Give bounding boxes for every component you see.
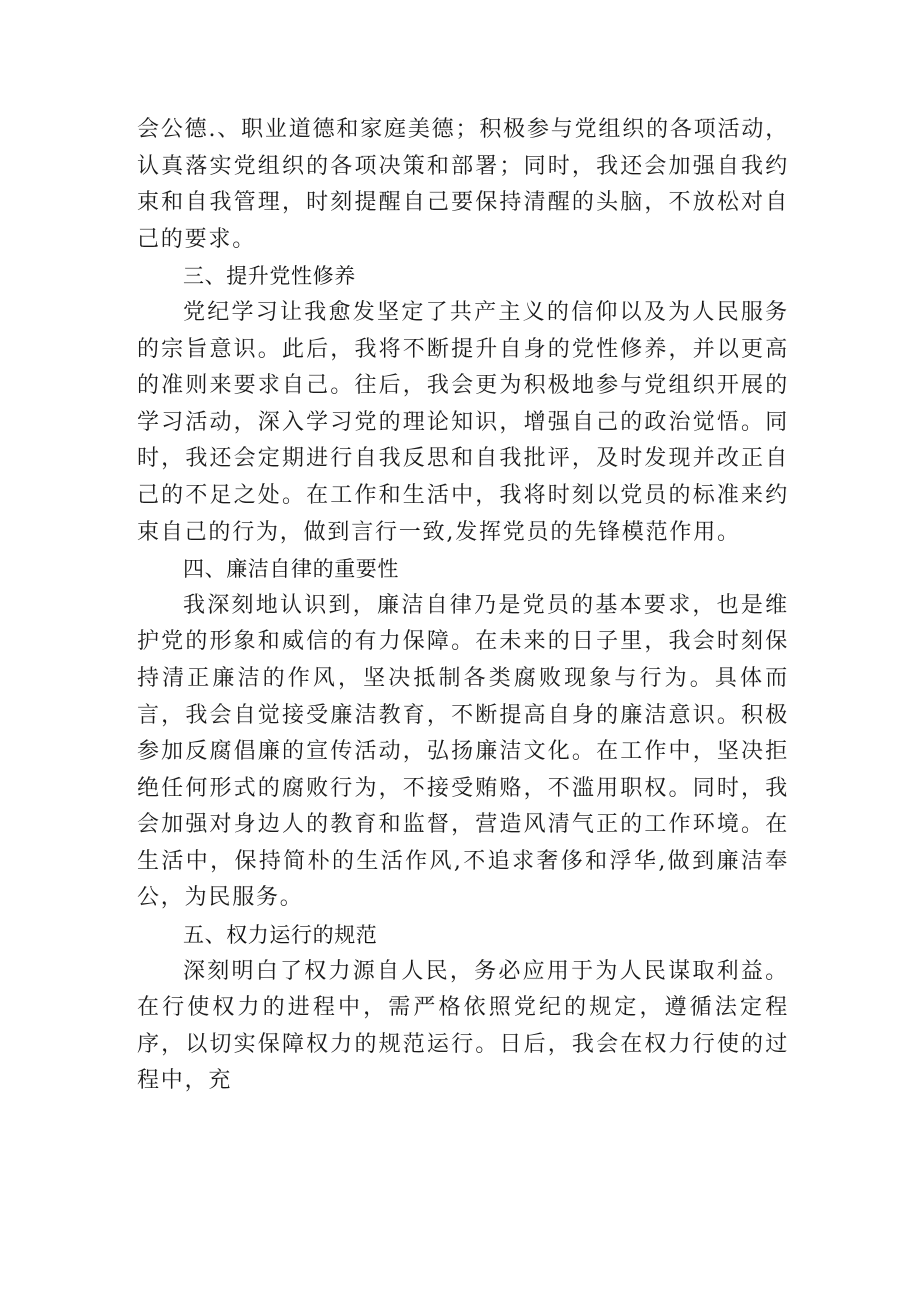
document-page (137, 112, 789, 1100)
section-heading-3: 三、提升党性修养 (183, 264, 356, 289)
paragraph-power-norms: 深刻明白了权力源自人民，务必应用于为人民谋取利益。在行使权力的进程中，需严格依照党纪的规定，遵循法定程序，以切实保障权力的规范运行。日后，我会在权力行使的过程中，充 (137, 958, 789, 1094)
paragraph-party-spirit: 党纪学习让我愈发坚定了共产主义的信仰以及为人民服务的宗旨意识。此后，我将不断提升自身的党性修养，并以更高的准则来要求自己。往后，我会更为积极地参与党组织开展的学习活动，深入学习党的理论知识，增强自己的政治觉悟。同时，我还会定期进行自我反思和自我批评，及时发现并改正自己的不足之处。在工作和生活中，我将时刻以党员的标准来约束自己的行为，做到言行一致,发挥党员的先锋模范作用。 (137, 299, 789, 545)
paragraph-integrity: 我深刻地认识到，廉洁自律乃是党员的基本要求，也是维护党的形象和威信的有力保障。在未来的日子里，我会时刻保持清正廉洁的作风，坚决抵制各类腐败现象与行为。具体而言，我会自觉接受廉洁教育，不断提高自身的廉洁意识。积极参加反腐倡廉的宣传活动，弘扬廉洁文化。在工作中，坚决拒绝任何形式的腐败行为，不接受贿赂，不滥用职权。同时，我会加强对身边人的教育和监督，营造风清气正的工作环境。在生活中，保持简朴的生活作风,不追求奢侈和浮华,做到廉洁奉公，为民服务。 (137, 592, 789, 911)
paragraph-continuation: 会公德.、职业道德和家庭美德；积极参与党组织的各项活动，认真落实党组织的各项决策和部署；同时，我还会加强自我约束和自我管理，时刻提醒自己要保持清醒的头脑，不放松对自己的要求。 (137, 117, 789, 252)
section-heading-5: 五、权力运行的规范 (183, 923, 378, 948)
section-heading-4: 四、廉洁自律的重要性 (183, 557, 399, 582)
